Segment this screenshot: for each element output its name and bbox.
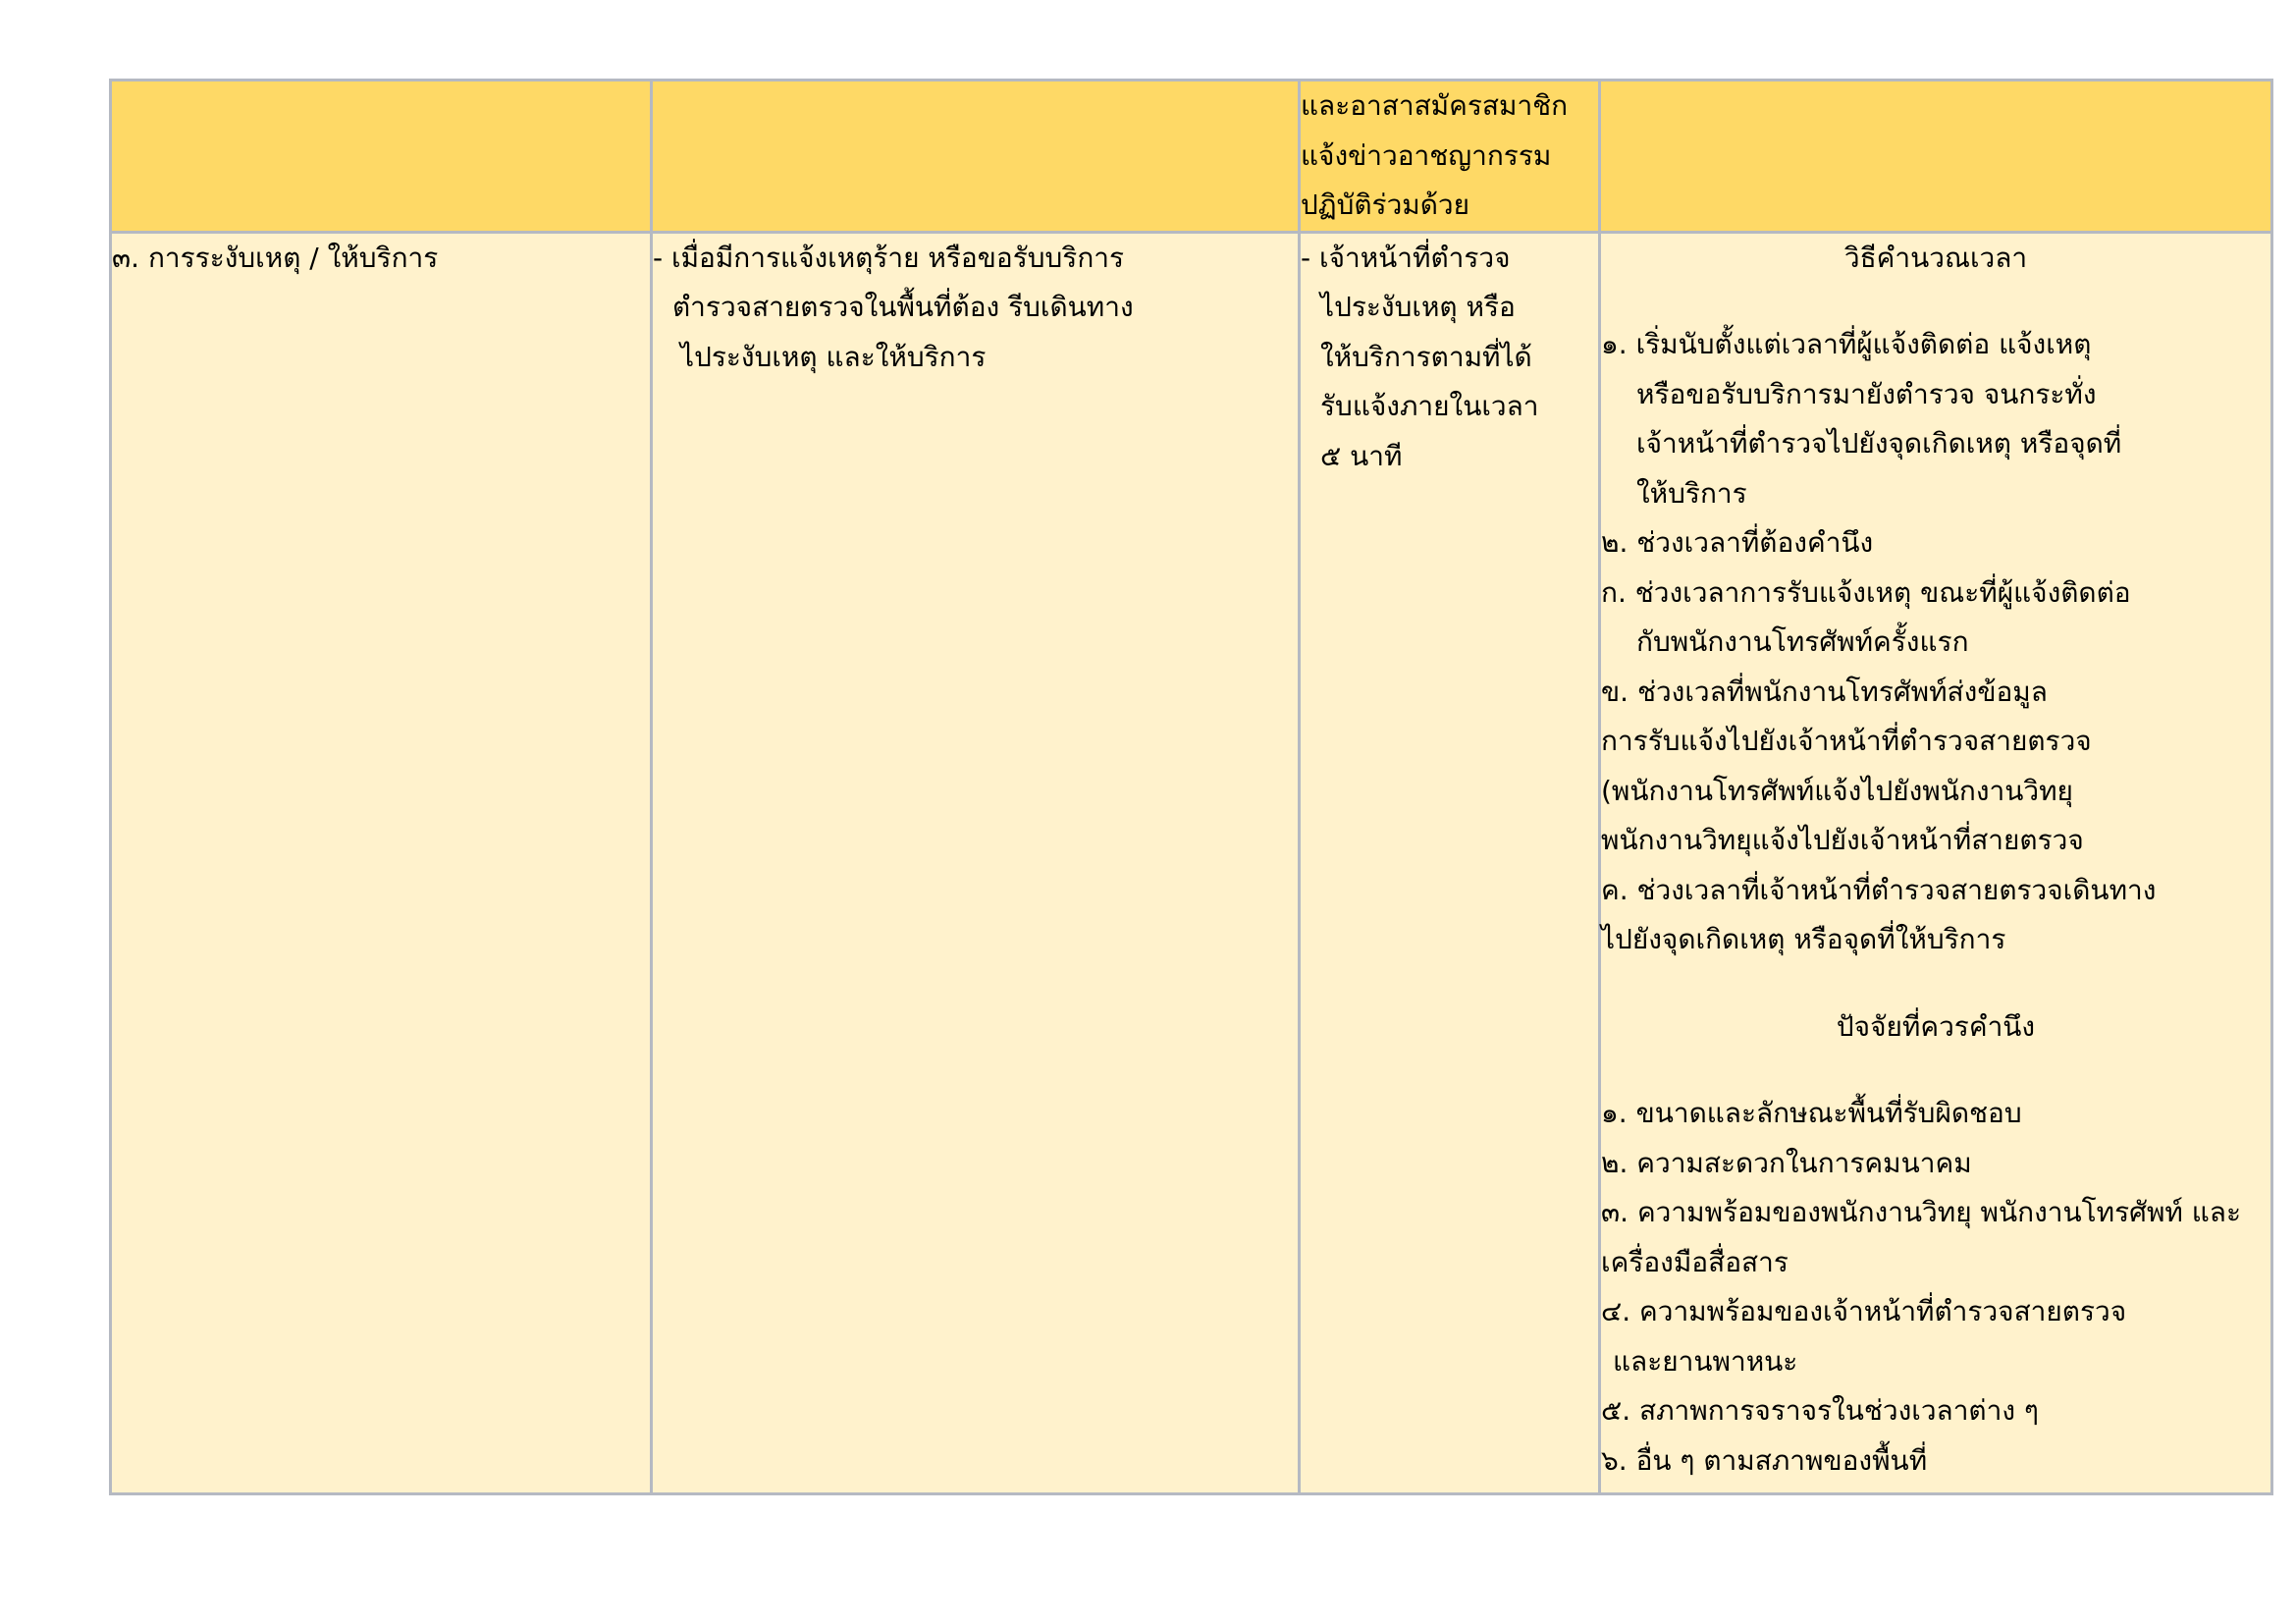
standards-table bbox=[109, 79, 2273, 1495]
text-line: รับแจ้งภายในเวลา bbox=[1320, 390, 1539, 422]
text-line: - เมื่อมีการแจ้งเหตุร้าย หรือขอรับบริการ bbox=[653, 241, 1125, 274]
text-line: พนักงานวิทยุแจ้งไปยังเจ้าหน้าที่สายตรวจ bbox=[1601, 824, 2084, 856]
cell-note-empty bbox=[1600, 81, 2272, 233]
cell-standard-continued bbox=[1300, 81, 1600, 233]
text-line: ๒. ความสะดวกในการคมนาคม bbox=[1601, 1146, 1972, 1179]
table-row-continuation bbox=[111, 81, 2272, 233]
cell-topic bbox=[111, 232, 652, 1493]
cell-standard bbox=[1300, 232, 1600, 1493]
heading-calculation-method: วิธีคำนวณเวลา bbox=[1843, 241, 2028, 274]
text-line: แจ้งข่าวอาชญากรรม bbox=[1301, 138, 1552, 172]
text-line: การรับแจ้งไปยังเจ้าหน้าที่ตำรวจสายตรวจ bbox=[1601, 725, 2092, 757]
text-line: หรือขอรับบริการมายังตำรวจ จนกระทั่ง bbox=[1636, 377, 2097, 410]
text-line: ๕. สภาพการจราจรในช่วงเวลาต่าง ๆ bbox=[1601, 1394, 2039, 1427]
text-line: ปฏิบัติร่วมด้วย bbox=[1301, 189, 1470, 221]
text-line: ข. ช่วงเวลที่พนักงานโทรศัพท์ส่งข้อมูล bbox=[1601, 675, 2048, 708]
text-line: ไปยังจุดเกิดเหตุ หรือจุดที่ให้บริการ bbox=[1601, 923, 2006, 955]
text-line: และยานพาหนะ bbox=[1613, 1344, 1798, 1378]
cell-procedure bbox=[652, 232, 1300, 1493]
cell-calculation-notes bbox=[1600, 232, 2272, 1493]
text-line: ค. ช่วงเวลาที่เจ้าหน้าที่ตำรวจสายตรวจเดินทาง bbox=[1601, 873, 2157, 906]
text-line: เจ้าหน้าที่ตำรวจไปยังจุดเกิดเหตุ หรือจุดที่ bbox=[1636, 427, 2122, 460]
text-line: ไประงับเหตุ หรือ bbox=[1320, 291, 1516, 323]
topic-title: ๓. การระงับเหตุ / ให้บริการ bbox=[112, 241, 439, 274]
text-line: และอาสาสมัครสมาชิก bbox=[1301, 89, 1569, 122]
text-line: ๓. ความพร้อมของพนักงานวิทยุ พนักงานโทรศัพท์ และ bbox=[1601, 1196, 2241, 1228]
text-line: เครื่องมือสื่อสาร bbox=[1601, 1245, 1789, 1278]
text-line: ให้บริการตามที่ได้ bbox=[1320, 340, 1532, 373]
text-line: - เจ้าหน้าที่ตำรวจ bbox=[1301, 241, 1511, 274]
text-line: ๔. ความพร้อมของเจ้าหน้าที่ตำรวจสายตรวจ bbox=[1601, 1295, 2127, 1327]
table-row-incident-response bbox=[111, 232, 2272, 1493]
text-line: ๒. ช่วงเวลาที่ต้องคำนึง bbox=[1601, 526, 1874, 559]
text-line: ตำรวจสายตรวจในพื้นที่ต้อง รีบเดินทาง bbox=[672, 291, 1134, 323]
cell-procedure-empty bbox=[652, 81, 1300, 233]
text-line: ก. ช่วงเวลาการรับแจ้งเหตุ ขณะที่ผู้แจ้งติดต่อ bbox=[1601, 575, 2131, 609]
text-line: ๖. อื่น ๆ ตามสภาพของพื้นที่ bbox=[1601, 1443, 1928, 1477]
cell-topic-empty bbox=[111, 81, 652, 233]
text-line: (พนักงานโทรศัพท์แจ้งไปยังพนักงานวิทยุ bbox=[1601, 774, 2073, 807]
text-line: ไประงับเหตุ และให้บริการ bbox=[680, 340, 987, 373]
text-line: ให้บริการ bbox=[1636, 476, 1747, 510]
text-line: ๕ นาที bbox=[1320, 439, 1403, 472]
text-line: ๑. ขนาดและลักษณะพื้นที่รับผิดชอบ bbox=[1601, 1097, 2022, 1129]
heading-factors: ปัจจัยที่ควรคำนึง bbox=[1836, 1009, 2036, 1043]
text-line: กับพนักงานโทรศัพท์ครั้งแรก bbox=[1636, 625, 1969, 658]
text-line: ๑. เริ่มนับตั้งแต่เวลาที่ผู้แจ้งติดต่อ แจ้งเหตุ bbox=[1601, 328, 2092, 360]
